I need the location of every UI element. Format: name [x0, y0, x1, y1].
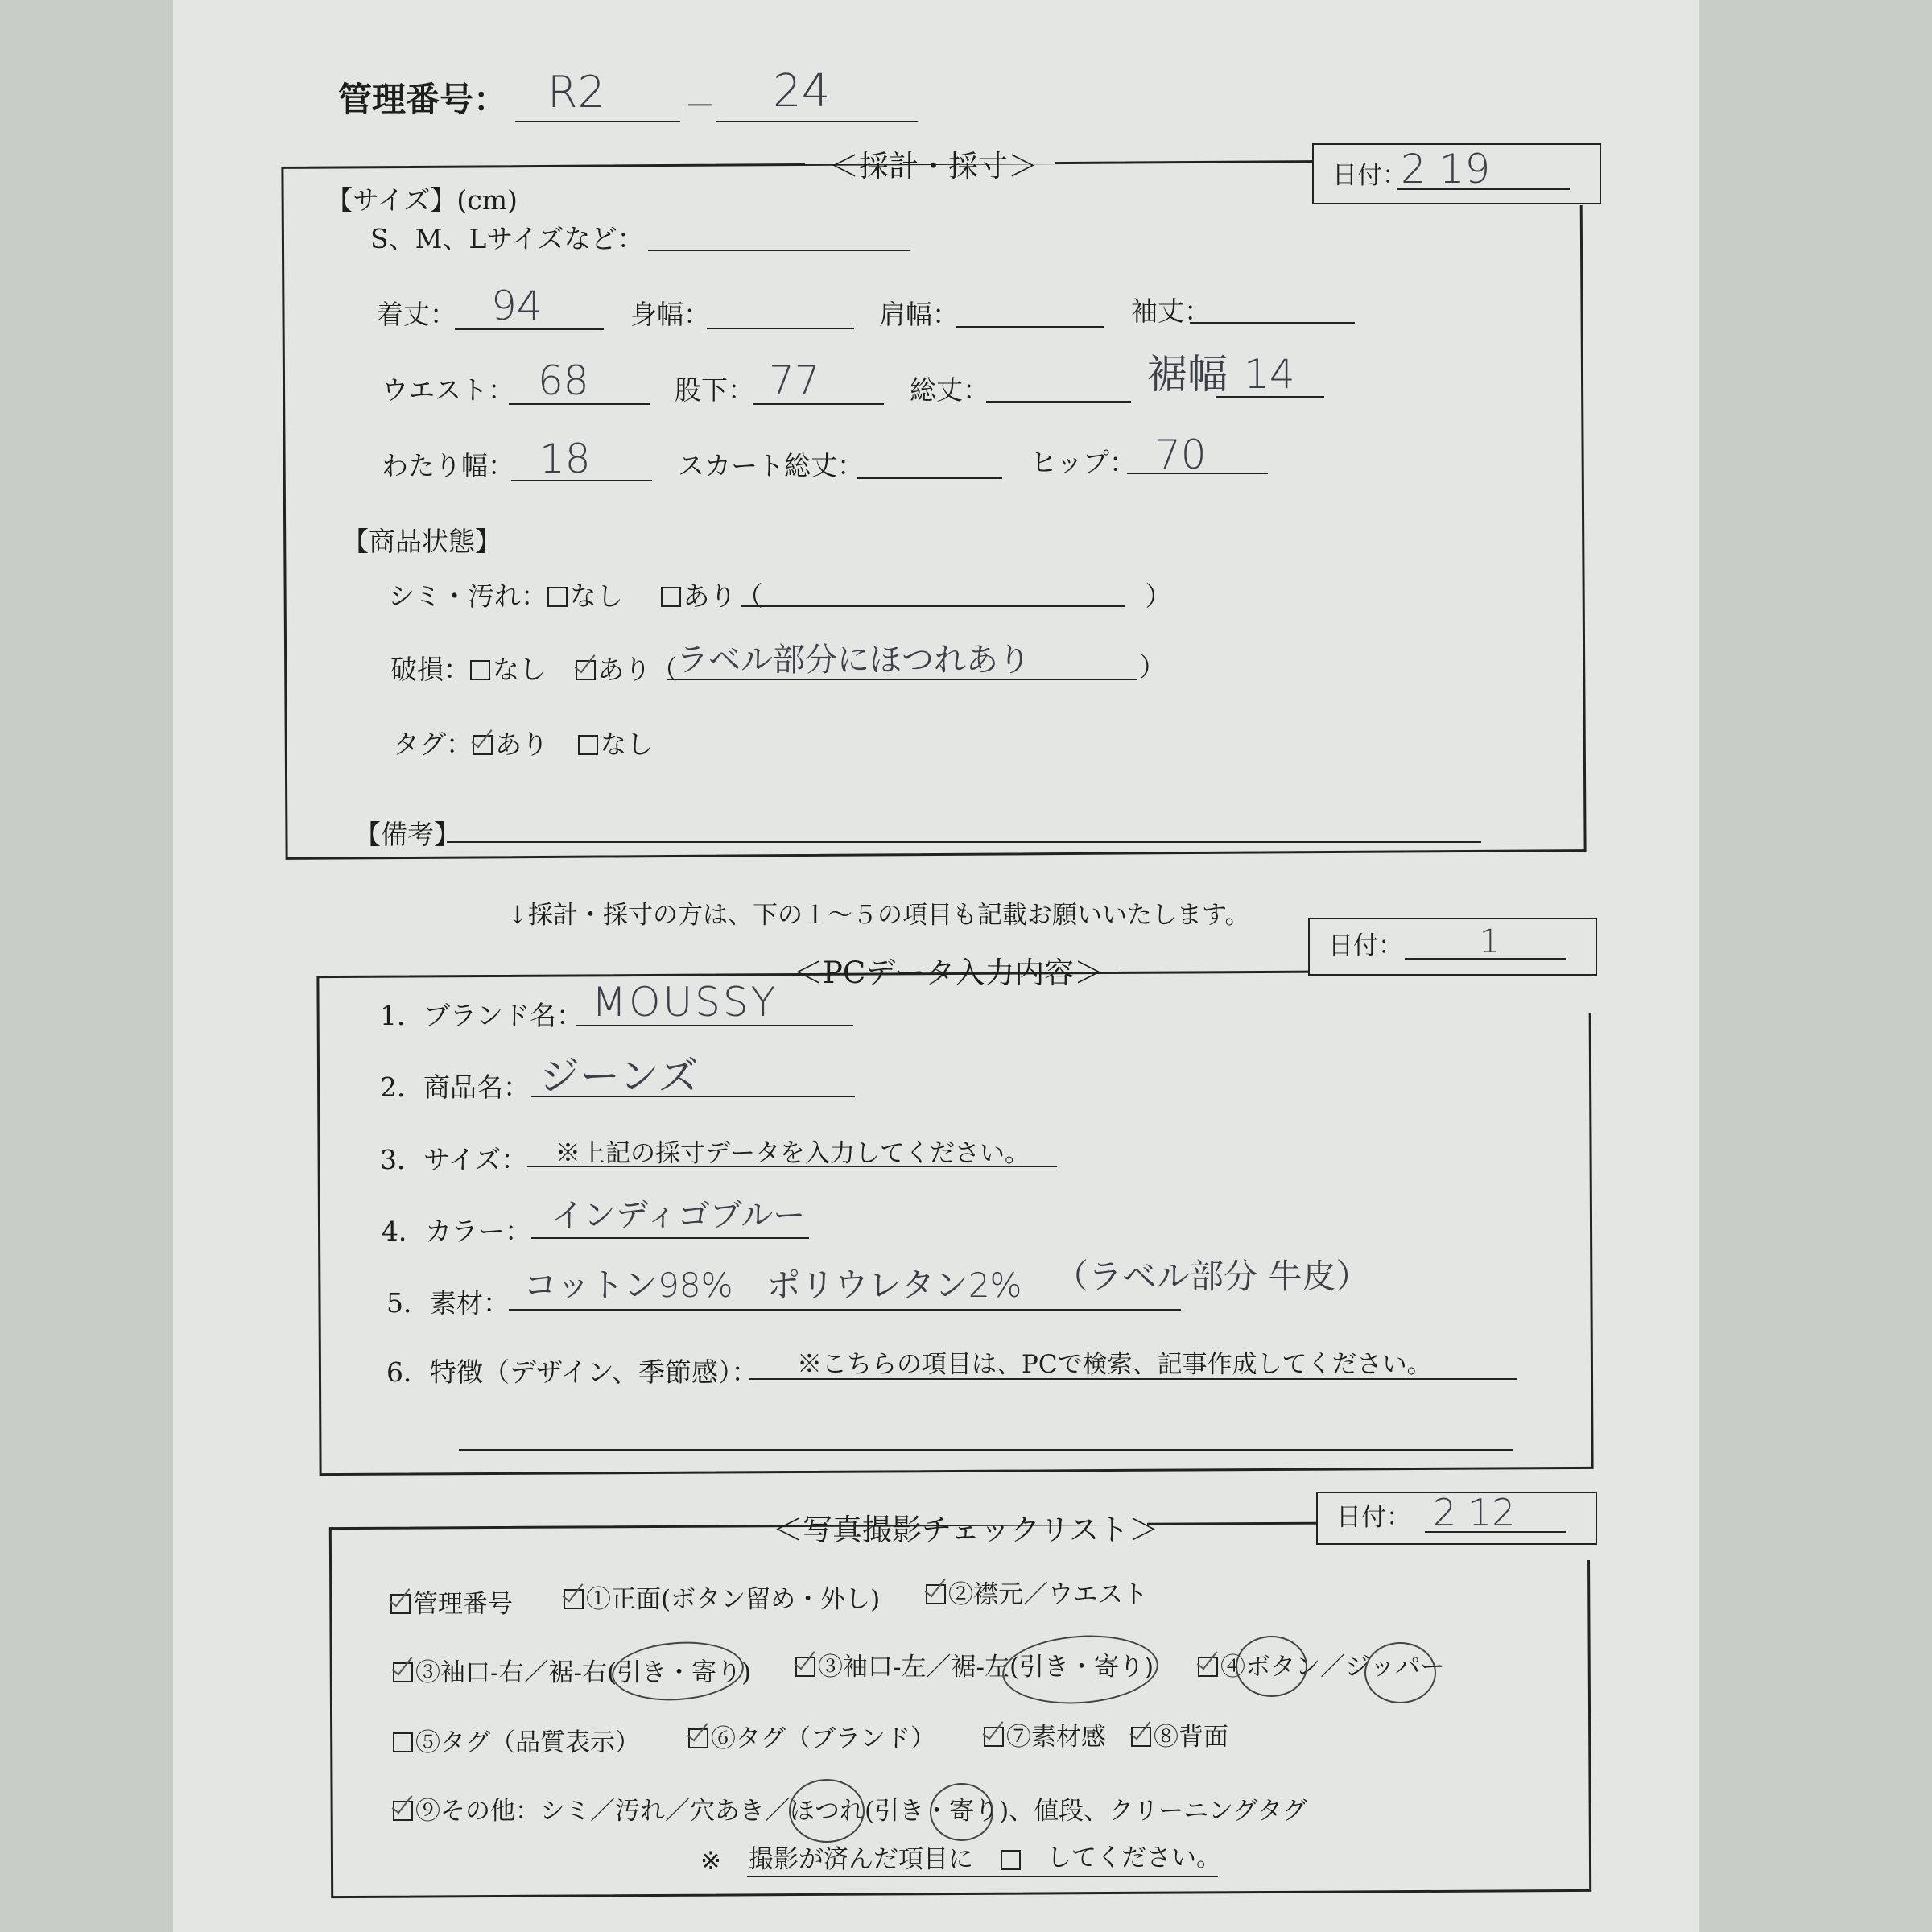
pc-date-label: 日付： [1328, 931, 1403, 960]
check-back-label: ⑧背面 [1154, 1723, 1228, 1752]
size-value: ※上記の採寸データを入力してください。 [555, 1139, 1030, 1168]
color-value[interactable]: インディゴブルー [551, 1197, 806, 1234]
checklist-footer-post: してください。 [1046, 1843, 1221, 1872]
measurement-date-label: 日付： [1332, 161, 1407, 190]
matashita-label: 股下： [675, 374, 754, 406]
stain-present-checkbox[interactable] [661, 587, 681, 607]
tag-row [393, 731, 654, 758]
soutake-label: 総丈： [910, 374, 989, 406]
check-other-label: ⑨その他：シミ／汚れ／穴あき／ほつれ(引き・寄り)、値段、クリーニングタグ [415, 1797, 1307, 1826]
photo-date-value: 2 12 [1433, 1491, 1516, 1534]
check-front[interactable] [564, 1587, 880, 1612]
sodetake-label: 袖丈： [1131, 295, 1211, 327]
check-button-box[interactable] [1198, 1657, 1218, 1677]
katahaba-line[interactable] [956, 326, 1104, 328]
tag-label: タグ： [393, 729, 473, 760]
skirt-label: スカート総丈： [678, 450, 864, 481]
instruction-text: ↓採計・採寸の方は、下の１～５の項目も記載お願いいたします。 [507, 901, 1250, 930]
product-name-label: 2．商品名： [380, 1071, 530, 1103]
material-label: 5．素材： [386, 1287, 510, 1319]
management-number-label: 管理番号： [338, 80, 508, 119]
check-cuff-left-label: ③袖口-左／裾-左(引き・寄り) [818, 1653, 1154, 1682]
stain-none-checkbox[interactable] [547, 587, 568, 607]
check-collar-label: ②襟元／ウエスト [948, 1580, 1148, 1609]
hip-value[interactable]: 70 [1155, 431, 1207, 478]
condition-heading: 【商品状態】 [342, 526, 502, 557]
check-tag-brand-label: ⑥タグ（ブランド） [711, 1724, 935, 1753]
kitake-value[interactable]: 94 [491, 283, 543, 329]
brand-value[interactable]: MOUSSY [592, 979, 778, 1026]
photo-date-label: 日付： [1336, 1503, 1411, 1532]
waist-label: ウエスト： [382, 374, 514, 406]
handwritten-circle [789, 1779, 865, 1843]
susohaba-value[interactable]: 14 [1244, 351, 1295, 398]
damage-row [390, 656, 678, 683]
damage-none-label: なし [493, 654, 546, 685]
pc-data-section-title: ＜PCデータ入力内容＞ [793, 956, 1104, 990]
photo-checklist-section [329, 1521, 1591, 1898]
stain-present-label: あり（ [683, 580, 763, 612]
check-tag-quality[interactable] [393, 1728, 640, 1757]
waist-value[interactable]: 68 [538, 357, 589, 404]
tag-present-checkbox[interactable] [473, 735, 493, 755]
check-management-number-label: 管理番号 [413, 1590, 513, 1619]
damage-close: ） [1139, 651, 1166, 683]
material-note[interactable]: （ラベル部分 牛皮） [1055, 1257, 1370, 1296]
photo-date-line [1425, 1531, 1566, 1533]
check-back[interactable] [1131, 1725, 1228, 1750]
checklist-footer-pre: 撮影が済んだ項目に [749, 1845, 973, 1874]
product-name-value[interactable]: ジーンズ [539, 1053, 699, 1100]
check-other-box[interactable] [393, 1801, 413, 1821]
skirt-line[interactable] [857, 477, 1002, 479]
measurement-date-line [1397, 188, 1570, 190]
handwritten-circle [1364, 1642, 1436, 1703]
hip-label: ヒップ： [1030, 447, 1137, 478]
stain-label: シミ・汚れ： [388, 580, 547, 612]
management-number-value-line [716, 121, 918, 122]
check-button-label: ④ボタン／ジッパー [1220, 1653, 1445, 1682]
mihaba-label: 身幅： [630, 299, 710, 330]
check-collar-box[interactable] [926, 1584, 946, 1604]
management-number-value: 24 [773, 65, 831, 118]
stain-close: ） [1145, 580, 1172, 612]
stain-none-label: なし [570, 580, 623, 612]
damage-present-label: あり（ [597, 654, 678, 685]
sodetake-line[interactable] [1190, 322, 1355, 324]
check-tag-brand[interactable] [688, 1724, 935, 1753]
stain-detail-line[interactable] [741, 605, 1125, 607]
damage-present-checkbox[interactable] [576, 660, 596, 680]
check-texture-label: ⑦素材感 [1006, 1723, 1106, 1752]
kitake-label: 着丈： [377, 299, 456, 330]
management-number-dash: － [684, 88, 716, 125]
brand-label: 1．ブランド名： [380, 1000, 583, 1031]
watari-value[interactable]: 18 [539, 436, 591, 482]
handwritten-circle [930, 1783, 993, 1841]
feature-second-line[interactable] [459, 1449, 1513, 1451]
check-back-box[interactable] [1131, 1727, 1151, 1747]
handwritten-circle [1236, 1636, 1307, 1697]
checklist-footer-mark: ※ [700, 1847, 721, 1876]
tag-none-checkbox[interactable] [578, 735, 598, 755]
check-tag-quality-label: ⑤タグ（品質表示） [415, 1728, 640, 1757]
remarks-line[interactable] [447, 841, 1481, 843]
check-cuff-right-box[interactable] [393, 1662, 413, 1682]
soutake-line[interactable] [986, 401, 1131, 402]
checklist-footer-checkbox-icon [1001, 1850, 1021, 1870]
susohaba-label: 裾幅 [1147, 351, 1228, 398]
size-label: 3．サイズ： [380, 1144, 528, 1175]
measurement-date-value: 2 19 [1401, 146, 1491, 192]
tag-none-label: なし [600, 729, 654, 760]
check-front-box[interactable] [564, 1589, 584, 1609]
check-tag-brand-box[interactable] [688, 1728, 708, 1748]
watari-label: わたり幅： [382, 450, 514, 481]
photo-checklist-title: ＜写真撮影チェックリスト＞ [773, 1513, 1159, 1547]
remarks-label: 【備考】 [354, 819, 460, 850]
damage-label: 破損： [390, 654, 470, 685]
check-front-label: ①正面(ボタン留め・外し) [586, 1585, 881, 1614]
matashita-value[interactable]: 77 [769, 357, 820, 404]
check-management-number-box[interactable] [390, 1594, 411, 1614]
tag-present-label: あり [495, 729, 548, 760]
measurement-section-title: ＜採計・採寸＞ [829, 149, 1038, 184]
mihaba-line[interactable] [707, 328, 854, 329]
management-number-prefix-line [515, 121, 680, 122]
check-collar[interactable] [926, 1580, 1148, 1609]
feature-label: 6．特徴（デザイン、季節感）： [386, 1356, 758, 1388]
katahaba-label: 肩幅： [879, 299, 959, 330]
check-management-number[interactable] [390, 1592, 513, 1617]
damage-none-checkbox[interactable] [470, 660, 490, 680]
pc-date-value: 1 [1480, 923, 1501, 960]
check-cuff-right-label: ③袖口-右／裾-右(引き・寄り) [415, 1658, 752, 1687]
damage-note[interactable]: ラベル部分にほつれあり [676, 642, 1030, 679]
sml-size-line[interactable] [648, 250, 910, 251]
sml-size-label: S、M、Lサイズなど： [370, 223, 644, 254]
management-number-prefix: R2 [547, 67, 605, 118]
feature-value: ※こちらの項目は、PCで検索、記事作成してください。 [797, 1350, 1432, 1379]
check-cuff-left-box[interactable] [795, 1657, 815, 1677]
check-texture-box[interactable] [984, 1727, 1004, 1747]
pc-date-line [1405, 958, 1566, 960]
check-tag-quality-box[interactable] [393, 1732, 413, 1752]
color-label: 4．カラー： [382, 1216, 531, 1247]
size-heading: 【サイズ】(cm) [326, 184, 518, 216]
check-texture[interactable] [984, 1725, 1106, 1750]
material-value[interactable]: コットン98% ポリウレタン2% [523, 1265, 1022, 1305]
